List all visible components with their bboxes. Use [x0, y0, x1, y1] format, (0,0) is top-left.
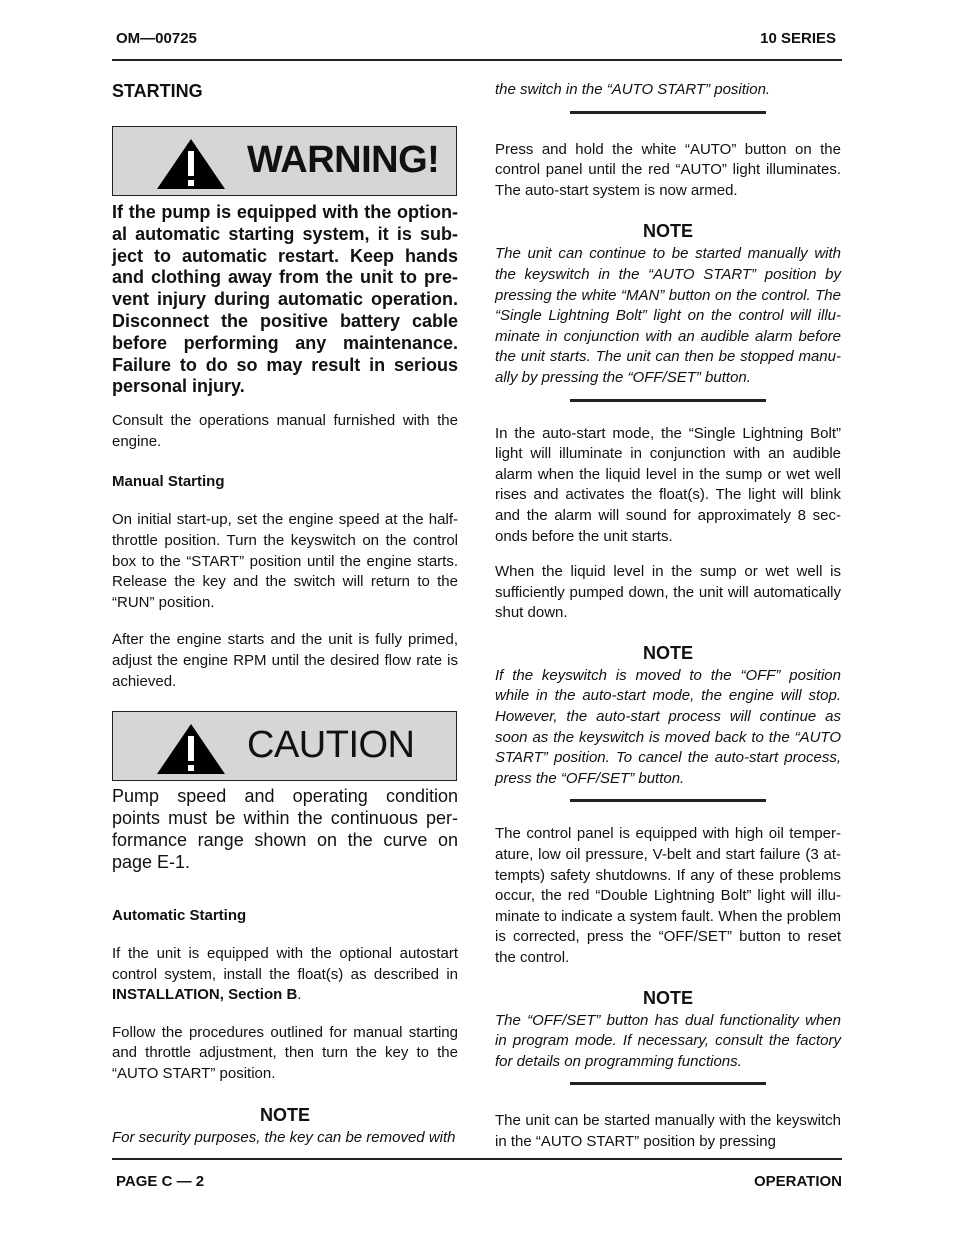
- caution-triangle-icon: [155, 722, 227, 776]
- note-2-text: If the keyswitch is moved to the “OFF” position while in the auto-start mode, the engine will stop. However, the auto-start process will continue as soon as the keyswitch is moved back to the “AUTO START” position. To cancel the auto-start process, press the “OFF/SET” button.: [495, 666, 841, 787]
- note-1-heading: NOTE: [642, 221, 693, 242]
- liquid-level-paragraph: When the liquid level in the sump or wet well is sufficiently pumped down, the unit will automatically shut down.: [495, 563, 841, 622]
- series-label: 10 SERIES: [760, 30, 836, 47]
- left-column: [112, 78, 458, 1148]
- note-3-text: The “OFF/SET” button has dual functionality when in program mode. If necessary, consult the factory for details on programming functions.: [495, 1011, 841, 1070]
- caution-sign: [112, 711, 457, 781]
- auto-start-mode-paragraph: In the auto-start mode, the “Single Lightning Bolt” light will illuminate in conjunction with an audible alarm when the liquid level in the sump or wet well rises and activates the float(s). The light will blink and the alarm will sound for approximately 8 seconds before the unit starts.: [495, 424, 841, 545]
- note-1-rule: [570, 399, 766, 402]
- section-title: STARTING: [112, 81, 203, 101]
- header-rule: [112, 59, 842, 61]
- note-continuation: the switch in the “AUTO START” position.: [495, 81, 771, 98]
- warning-sign: [112, 126, 457, 196]
- press-auto-paragraph: Press and hold the white “AUTO” button on the control panel until the red “AUTO” light illuminates. The auto-start system is now armed.: [495, 140, 841, 199]
- caution-label: CAUTION: [247, 724, 415, 767]
- warning-label: WARNING!: [247, 139, 440, 181]
- note-heading: NOTE: [259, 1104, 310, 1125]
- footer-rule: [112, 1158, 842, 1160]
- automatic-starting-heading: Automatic Starting: [112, 907, 247, 925]
- autostart-text: If the unit is equipped with the optional autostart control system, install the float(s) as described in: [112, 945, 458, 983]
- automatic-starting-paragraph-2: Follow the procedures outlined for manual starting and throttle adjustment, then turn the key to the “AUTO START” position.: [112, 1023, 458, 1083]
- document-id: OM—00725: [116, 30, 197, 47]
- consult-paragraph: Consult the operations manual furnished with the engine.: [112, 412, 458, 450]
- manual-starting-heading: Manual Starting: [112, 473, 225, 491]
- note-1-text: The unit can continue to be started manually with the keyswitch in the “AUTO START” position by pressing the white “MAN” button on the control. The “Single Lightning Bolt” light on the control will illuminate in conjunction with an audible alarm before the unit starts. The unit can then be stopped manually by pressing the “OFF/SET” button.: [495, 245, 841, 386]
- page-number: PAGE C — 2: [116, 1173, 205, 1190]
- manual-start-paragraph: The unit can be started manually with the keyswitch in the “AUTO START” position by pressing: [495, 1112, 841, 1150]
- warning-text: If the pump is equipped with the optional automatic starting system, it is subject to automatic restart. Keep hands and clothing away from the unit to prevent injury during automatic operation. Disconnect the positive battery cable before performing any maintenance. Failure to do so may result in serious personal injury.: [112, 202, 458, 397]
- section-name: OPERATION: [753, 1173, 842, 1190]
- manual-starting-paragraph-2: After the engine starts and the unit is fully primed, adjust the engine RPM until the desired flow rate is achieved.: [112, 631, 458, 690]
- note-3-heading: NOTE: [642, 987, 693, 1008]
- right-column: [495, 78, 841, 1153]
- note-2-rule: [570, 799, 766, 802]
- manual-starting-paragraph-1: On initial start-up, set the engine speed at the half-throttle position. Turn the keyswitch on the control box to the “START” position until the engine starts. Release the key and the switch will return to the “RUN” position.: [112, 511, 458, 611]
- period: .: [297, 986, 302, 1004]
- note-text: For security purposes, the key can be removed with: [112, 1128, 456, 1146]
- note-2-heading: NOTE: [642, 642, 693, 663]
- automatic-starting-paragraph-1: [112, 944, 458, 1006]
- installation-reference: INSTALLATION, Section B: [112, 986, 298, 1004]
- caution-text: Pump speed and operating condition points must be within the continuous performance range shown on the curve on page E-1.: [112, 786, 458, 873]
- note-rule: [570, 111, 766, 114]
- control-panel-paragraph: The control panel is equipped with high oil temperature, low oil pressure, V-belt and start failure (3 attempts) safety shutdowns. If any of these problems occur, the red “Double Lightning Bolt” light will illuminate to indicate a system fault. When the problem is corrected, press the “OFF/SET” button to reset the control.: [495, 825, 841, 966]
- note-3-rule: [570, 1082, 766, 1085]
- warning-triangle-icon: [155, 137, 227, 191]
